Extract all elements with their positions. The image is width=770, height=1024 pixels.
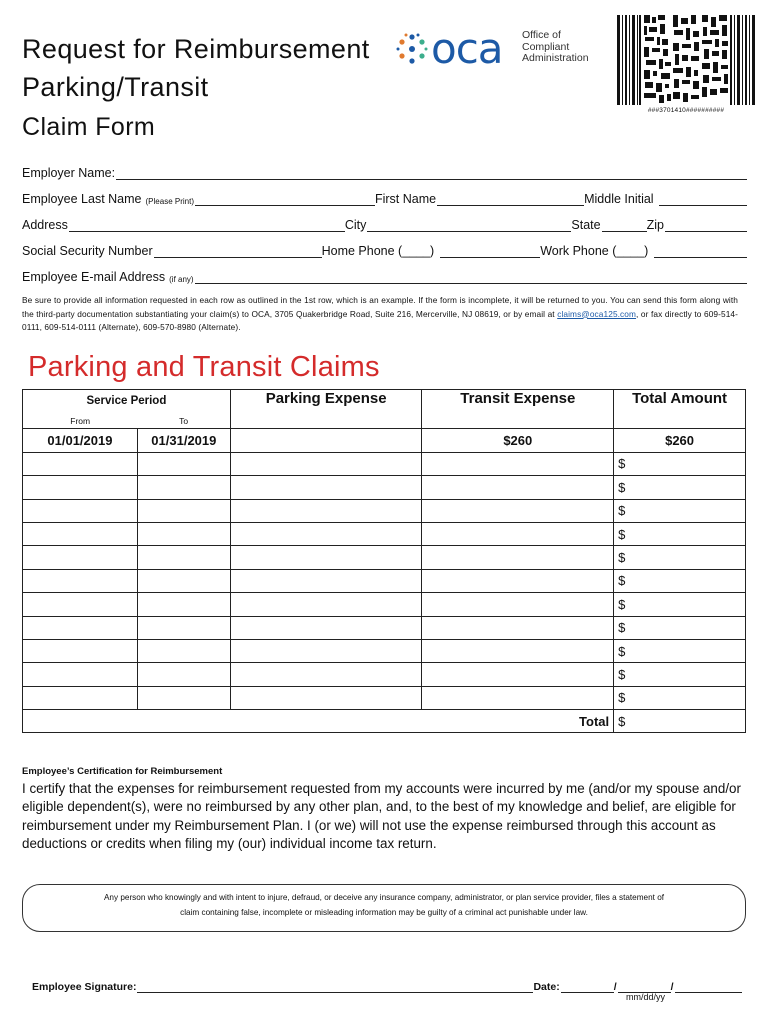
- total-cell[interactable]: $: [614, 522, 746, 545]
- from-cell[interactable]: [23, 452, 138, 475]
- form-title-line2: Parking/Transit: [22, 72, 209, 102]
- grand-total-cell[interactable]: $: [614, 710, 746, 733]
- last-name-field[interactable]: [195, 193, 375, 206]
- email-row: [22, 266, 747, 284]
- note-text-before: Be sure to provide all information requested in each row as outlined in the 1st row, which is an example. If the form is incomplete, it will be returned to you. You can send this form along with the third-party documentation substantiating your claim(s) to OCA, 3705 Quakerbridge Road, Suite 216, Mercerville, NJ 08619, or by email at: [22, 295, 738, 319]
- example-parking[interactable]: [230, 429, 422, 452]
- table-row: [23, 452, 746, 475]
- city-label: City: [344, 218, 367, 232]
- claims-email-link[interactable]: claims@oca125.com: [557, 308, 637, 319]
- table-row: [23, 569, 746, 592]
- transit-cell[interactable]: [422, 452, 614, 475]
- zip-field[interactable]: [665, 219, 747, 232]
- claims-table: [22, 389, 746, 733]
- date-format-hint: mm/dd/yy: [626, 992, 666, 1002]
- middle-initial-label: Middle Initial: [584, 192, 654, 206]
- from-cell[interactable]: [23, 663, 138, 686]
- to-cell[interactable]: [137, 639, 230, 662]
- from-cell[interactable]: [23, 522, 138, 545]
- section-title: Parking and Transit Claims: [28, 351, 380, 383]
- oca-logo-mark-icon: [395, 32, 429, 66]
- address-field[interactable]: [69, 219, 345, 232]
- total-label: Total: [23, 710, 614, 733]
- email-field[interactable]: [195, 271, 747, 284]
- fraud-notice: [22, 884, 746, 932]
- table-row: [23, 476, 746, 499]
- table-row: [23, 546, 746, 569]
- from-cell[interactable]: [23, 639, 138, 662]
- if-any-label: (if any): [169, 275, 194, 284]
- certification-text: I certify that the expenses for reimbursement requested from my accounts were incurred by me (and/or my spouse and/or eligible dependent(s), were no reimbursed by any other plan, and, to the best of my knowledge and belief, are eligible for reimbursement under my Reimbursement Plan. I (or we) will not use the expense reimbursed through this account as deductions or credits when filing my (our) individual income tax return.: [22, 781, 741, 852]
- parking-cell[interactable]: [230, 452, 422, 475]
- example-from[interactable]: 01/01/2019: [23, 429, 138, 452]
- from-cell[interactable]: [23, 569, 138, 592]
- phone-row: [22, 240, 747, 258]
- to-cell[interactable]: [137, 616, 230, 639]
- logo-wordmark: oca: [431, 24, 503, 73]
- total-cell[interactable]: $: [614, 569, 746, 592]
- transit-cell[interactable]: [422, 593, 614, 616]
- example-row: [23, 429, 746, 452]
- form-title-line1: Request for Reimbursement: [22, 34, 370, 64]
- ssn-field[interactable]: [154, 245, 322, 258]
- date-slash: /: [670, 981, 674, 993]
- parking-cell[interactable]: [230, 663, 422, 686]
- transit-cell[interactable]: [422, 686, 614, 709]
- middle-initial-field[interactable]: [659, 193, 747, 206]
- total-cell[interactable]: $: [614, 499, 746, 522]
- from-cell[interactable]: [23, 616, 138, 639]
- work-phone-label: Work Phone (____): [540, 244, 649, 258]
- note-text-after: , or fax directly to 609-514-0111, 609-514-0111 (Alternate), 609-570-8980 (Alternate).: [22, 308, 738, 333]
- please-print-label: (Please Print): [145, 197, 194, 206]
- to-cell[interactable]: [137, 686, 230, 709]
- total-cell[interactable]: $: [614, 452, 746, 475]
- barcode-number: ###3701410##########: [647, 107, 725, 114]
- state-field[interactable]: [602, 219, 647, 232]
- form-subtitle: Claim Form: [22, 113, 156, 141]
- certification-heading: Employee’s Certification for Reimbursement: [22, 766, 223, 777]
- date-slash: /: [613, 981, 617, 993]
- transit-cell[interactable]: [422, 663, 614, 686]
- parking-cell[interactable]: [230, 522, 422, 545]
- signature-label: Employee Signature:: [32, 981, 137, 993]
- to-cell[interactable]: [137, 593, 230, 616]
- grand-total-row: [23, 710, 746, 733]
- transit-cell[interactable]: [422, 522, 614, 545]
- table-row: [23, 639, 746, 662]
- to-cell[interactable]: [137, 663, 230, 686]
- ssn-label: Social Security Number: [22, 244, 153, 258]
- logo-subtitle-line1: Office of: [522, 29, 561, 41]
- from-cell[interactable]: [23, 686, 138, 709]
- parking-cell[interactable]: [230, 569, 422, 592]
- name-row: [22, 188, 747, 206]
- home-phone-label: Home Phone (____): [321, 244, 435, 258]
- transit-cell[interactable]: [422, 476, 614, 499]
- signature-field[interactable]: [137, 980, 533, 993]
- home-phone-field[interactable]: [440, 245, 540, 258]
- table-row: [23, 686, 746, 709]
- parking-cell[interactable]: [230, 639, 422, 662]
- first-name-label: First Name: [374, 192, 437, 206]
- table-row: [23, 616, 746, 639]
- date-year-field[interactable]: [675, 980, 742, 993]
- transit-cell[interactable]: [422, 546, 614, 569]
- parking-cell[interactable]: [230, 593, 422, 616]
- employer-name-row: [22, 162, 747, 180]
- total-cell[interactable]: $: [614, 686, 746, 709]
- from-cell[interactable]: [23, 546, 138, 569]
- transit-cell[interactable]: [422, 616, 614, 639]
- from-cell[interactable]: [23, 499, 138, 522]
- total-cell[interactable]: $: [614, 546, 746, 569]
- total-cell[interactable]: $: [614, 593, 746, 616]
- total-cell[interactable]: $: [614, 663, 746, 686]
- table-row: [23, 593, 746, 616]
- first-name-field[interactable]: [437, 193, 584, 206]
- table-row: [23, 499, 746, 522]
- from-cell[interactable]: [23, 593, 138, 616]
- barcode-graphic: [617, 15, 755, 105]
- example-to[interactable]: 01/31/2019: [137, 429, 230, 452]
- zip-label: Zip: [646, 218, 664, 232]
- transit-cell[interactable]: [422, 569, 614, 592]
- logo-subtitle-line2: Compliant: [522, 40, 570, 53]
- parking-expense-header: Parking Expense: [230, 390, 422, 429]
- address-label: Address: [22, 218, 68, 232]
- table-row: [23, 663, 746, 686]
- address-row: [22, 214, 747, 232]
- transit-cell[interactable]: [422, 639, 614, 662]
- parking-cell[interactable]: [230, 546, 422, 569]
- from-header: From: [23, 413, 138, 429]
- logo-subtitle-line3: Administration: [522, 52, 589, 64]
- to-cell[interactable]: [137, 476, 230, 499]
- to-header: To: [137, 413, 230, 429]
- table-header-row: [23, 390, 746, 413]
- to-cell[interactable]: [137, 569, 230, 592]
- example-total[interactable]: $260: [614, 429, 746, 452]
- signature-row: [32, 975, 742, 993]
- total-amount-header: Total Amount: [614, 390, 746, 429]
- fraud-notice-line1: Any person who knowingly and with intent to injure, defraud, or deceive any insurance company, administrator, or plan service provider, files a statement of: [103, 893, 665, 902]
- city-field[interactable]: [367, 219, 571, 232]
- oca-logo: [395, 24, 595, 78]
- parking-cell[interactable]: [230, 476, 422, 499]
- to-cell[interactable]: [137, 546, 230, 569]
- from-cell[interactable]: [23, 476, 138, 499]
- date-label: Date:: [533, 981, 560, 993]
- transit-cell[interactable]: [422, 499, 614, 522]
- to-cell[interactable]: [137, 452, 230, 475]
- employer-name-field[interactable]: [116, 167, 747, 180]
- to-cell[interactable]: [137, 522, 230, 545]
- email-label: Employee E-mail Address: [22, 270, 166, 284]
- barcode: [617, 15, 755, 123]
- fraud-notice-line2: claim containing false, incomplete or misleading information may be guilty of a criminal act punishable under law.: [180, 907, 588, 917]
- state-label: State: [571, 218, 601, 232]
- total-cell[interactable]: $: [614, 616, 746, 639]
- total-cell[interactable]: $: [614, 639, 746, 662]
- transit-expense-header: Transit Expense: [422, 390, 614, 429]
- service-period-header: Service Period: [23, 390, 231, 413]
- example-transit[interactable]: $260: [422, 429, 614, 452]
- to-cell[interactable]: [137, 499, 230, 522]
- date-month-field[interactable]: [561, 980, 614, 993]
- logo-subtitle: [522, 30, 589, 65]
- last-name-label: Employee Last Name: [22, 192, 142, 206]
- work-phone-field[interactable]: [654, 245, 747, 258]
- employer-name-label: Employer Name:: [22, 166, 116, 180]
- parking-cell[interactable]: [230, 686, 422, 709]
- total-cell[interactable]: $: [614, 476, 746, 499]
- parking-cell[interactable]: [230, 616, 422, 639]
- table-row: [23, 522, 746, 545]
- instructions-note: [22, 294, 738, 335]
- parking-cell[interactable]: [230, 499, 422, 522]
